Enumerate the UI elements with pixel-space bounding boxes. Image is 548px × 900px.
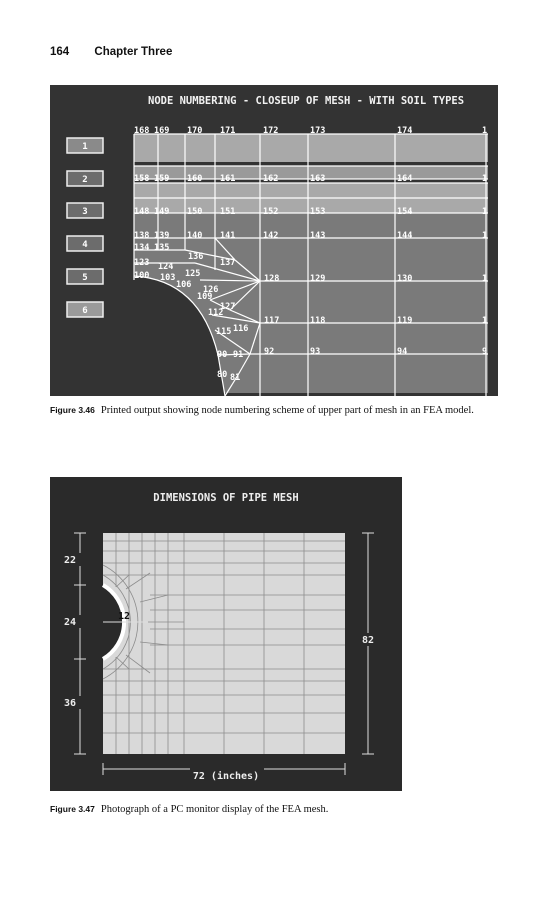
soil-type-button[interactable] (67, 269, 103, 284)
node-label: 140 (187, 231, 203, 241)
node-numbering-screen (50, 85, 498, 396)
node-label: 154 (397, 207, 413, 217)
node-label: 144 (397, 231, 413, 241)
node-label: 143 (310, 231, 326, 241)
node-label: 92 (264, 347, 275, 357)
node-label: 159 (154, 174, 170, 184)
soil-type-label: 4 (82, 240, 88, 250)
node-label: 142 (263, 231, 279, 241)
node-label: 130 (397, 274, 413, 284)
node-label: 139 (154, 231, 170, 241)
node-label: 124 (158, 262, 174, 272)
dim-radius: 12 (118, 611, 131, 622)
soil-type-label: 5 (82, 273, 88, 283)
node-label: 158 (134, 174, 150, 184)
node-label: 135 (154, 243, 170, 253)
node-label: 1 (482, 231, 488, 241)
node-label: 161 (220, 174, 236, 184)
node-label: 117 (264, 316, 280, 326)
figure-node-numbering (50, 85, 498, 396)
node-label: 116 (233, 324, 249, 334)
node-label: 171 (220, 126, 236, 136)
node-label: 170 (187, 126, 203, 136)
caption-label: Figure 3.46 (50, 405, 95, 415)
node-label: 93 (310, 347, 321, 357)
soil-type-button[interactable] (67, 302, 103, 317)
soil-type-label: 6 (82, 306, 88, 316)
soil-type-button[interactable] (67, 236, 103, 251)
chapter-title: Chapter Three (94, 46, 173, 58)
node-label: 9 (482, 347, 488, 357)
node-label: 91 (233, 350, 244, 360)
node-label: 141 (220, 231, 236, 241)
screen-title: NODE NUMBERING - CLOSEUP OF MESH - WITH SOIL TYPES (148, 95, 465, 107)
node-label: 119 (397, 316, 413, 326)
node-label: 126 (203, 285, 219, 295)
node-label: 106 (176, 280, 192, 290)
soil-type-button[interactable] (67, 171, 103, 186)
node-label: 172 (263, 126, 279, 136)
node-label: 138 (134, 231, 150, 241)
node-label: 90 (217, 350, 228, 360)
soil-type-label: 3 (82, 207, 88, 217)
node-label: 109 (197, 292, 213, 302)
node-label: 1 (482, 274, 488, 284)
node-label: 148 (134, 207, 150, 217)
node-label: 128 (264, 274, 280, 284)
pipe-mesh-screen (50, 477, 402, 791)
figure-347-caption (50, 803, 502, 816)
node-label: 115 (216, 327, 232, 337)
dim-left-bottom: 36 (64, 698, 77, 709)
dim-left-mid: 24 (64, 617, 77, 628)
node-label: 1 (482, 126, 488, 136)
node-label: 153 (310, 207, 326, 217)
node-label: 1 (482, 316, 488, 326)
node-label: 94 (397, 347, 408, 357)
node-label: 129 (310, 274, 326, 284)
node-label: 169 (154, 126, 170, 136)
soil-type-label: 1 (82, 142, 88, 152)
node-label: 112 (208, 308, 224, 318)
soil-type-button[interactable] (67, 203, 103, 218)
caption-text: Photograph of a PC monitor display of the FEA mesh. (100, 804, 329, 815)
page-number: 164 (50, 46, 70, 58)
node-label: 152 (263, 207, 279, 217)
node-label: 150 (187, 207, 203, 217)
screen-title: DIMENSIONS OF PIPE MESH (153, 492, 299, 504)
node-label: 174 (397, 126, 413, 136)
node-label: 118 (310, 316, 326, 326)
dim-right: 82 (362, 635, 375, 646)
node-label: 80 (217, 370, 228, 380)
node-label: 149 (154, 207, 170, 217)
node-label: 160 (187, 174, 203, 184)
node-label: 163 (310, 174, 326, 184)
node-label: 100 (134, 271, 150, 281)
soil-type-label: 2 (82, 175, 88, 185)
node-label: 103 (160, 273, 176, 283)
node-label: 1 (482, 174, 488, 184)
node-label: 1 (482, 207, 488, 217)
node-label: 173 (310, 126, 326, 136)
caption-text: Printed output showing node numbering scheme of upper part of mesh in an FEA model. (100, 405, 474, 416)
figure-pipe-mesh (50, 477, 402, 791)
figure-346-caption (50, 404, 502, 417)
node-label: 168 (134, 126, 150, 136)
node-label: 81 (230, 373, 241, 383)
node-label: 127 (220, 302, 236, 312)
node-label: 162 (263, 174, 279, 184)
dim-bottom: 72 (inches) (192, 771, 260, 782)
node-label: 137 (220, 258, 236, 268)
node-label: 123 (134, 258, 150, 268)
dim-left-top: 22 (64, 555, 77, 566)
node-label: 136 (188, 252, 204, 262)
node-label: 134 (134, 243, 150, 253)
node-label: 164 (397, 174, 413, 184)
node-label: 151 (220, 207, 236, 217)
soil-type-button[interactable] (67, 138, 103, 153)
caption-label: Figure 3.47 (50, 804, 95, 814)
node-label: 125 (185, 269, 201, 279)
running-head (50, 46, 172, 58)
